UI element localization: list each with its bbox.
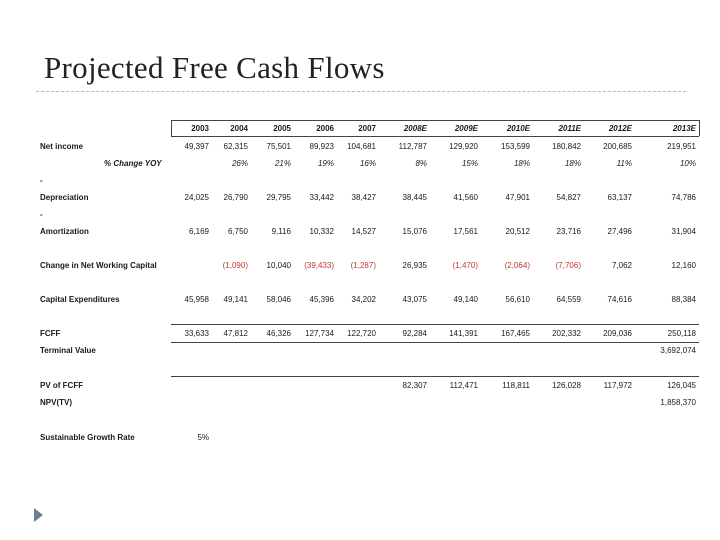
row-label-terminal-value: Terminal Value xyxy=(40,346,96,355)
cell-value: 19% xyxy=(317,159,334,168)
cell-value: 16% xyxy=(359,159,376,168)
cell-value: 118,811 xyxy=(502,381,530,390)
slide-title: Projected Free Cash Flows xyxy=(44,50,385,85)
cell-value: 29,795 xyxy=(266,193,291,202)
cell-value: 21% xyxy=(274,159,291,168)
year-header: 2006 xyxy=(316,124,334,133)
cell-value: 209,036 xyxy=(603,329,632,338)
cell-value: 34,202 xyxy=(351,295,376,304)
header-right-border xyxy=(699,120,700,136)
row-label-npv: NPV(TV) xyxy=(40,398,72,407)
cell-value: 15% xyxy=(461,159,478,168)
cell-value: 45,396 xyxy=(309,295,334,304)
cell-value: 47,812 xyxy=(223,329,248,338)
cell-value: 9,116 xyxy=(271,227,291,236)
bullet-triangle-icon xyxy=(34,508,43,522)
year-header: 2012E xyxy=(608,124,632,133)
header-top-border xyxy=(171,120,699,121)
cell-value: 38,445 xyxy=(402,193,427,202)
cell-value: 126,045 xyxy=(667,381,696,390)
cell-value: 54,827 xyxy=(556,193,581,202)
header-bottom-border xyxy=(171,136,699,137)
cell-value: 23,716 xyxy=(556,227,581,236)
year-header: 2010E xyxy=(506,124,530,133)
cell-value: 88,384 xyxy=(671,295,696,304)
cell-value: 74,616 xyxy=(607,295,632,304)
cell-value: 167,465 xyxy=(501,329,530,338)
cell-value: 18% xyxy=(513,159,530,168)
cell-value: 58,046 xyxy=(266,295,291,304)
cell-value: 10,040 xyxy=(266,261,291,270)
cell-value: 64,559 xyxy=(556,295,581,304)
cell-value: 62,315 xyxy=(223,142,248,151)
cell-value: 49,397 xyxy=(184,142,209,151)
cell-value: 45,958 xyxy=(184,295,209,304)
dash-marker: - xyxy=(40,210,43,219)
row-label-fcff: FCFF xyxy=(40,329,61,338)
cell-value: 10,332 xyxy=(309,227,334,236)
row-label-nwc: Change in Net Working Capital xyxy=(40,261,157,270)
cell-value: 202,332 xyxy=(552,329,581,338)
row-label-net-income: Net income xyxy=(40,142,84,151)
cell-value: 33,633 xyxy=(184,329,209,338)
cell-value: 89,923 xyxy=(309,142,334,151)
row-label-pct-change: % Change YOY xyxy=(104,159,162,168)
cell-value: 122,720 xyxy=(347,329,376,338)
cell-value: 250,118 xyxy=(667,329,696,338)
cell-value: 10% xyxy=(679,159,696,168)
cell-value: 26% xyxy=(231,159,248,168)
cell-value: 24,025 xyxy=(184,193,209,202)
cell-value: (1,090) xyxy=(222,261,248,270)
cell-value: (39,433) xyxy=(304,261,334,270)
cell-value: 129,920 xyxy=(449,142,478,151)
cell-value: 20,512 xyxy=(505,227,530,236)
cell-value: (7,706) xyxy=(555,261,581,270)
terminal-value: 3,692,074 xyxy=(660,346,696,355)
cell-value: 6,750 xyxy=(227,227,248,236)
dash-marker: - xyxy=(40,176,43,185)
cell-value: 153,599 xyxy=(501,142,530,151)
cell-value: 8% xyxy=(415,159,427,168)
cell-value: 11% xyxy=(616,159,632,168)
npv-value: 1,858,370 xyxy=(660,398,696,407)
year-header: 2013E xyxy=(672,124,696,133)
cell-value: 6,169 xyxy=(188,227,209,236)
cell-value: 127,734 xyxy=(305,329,334,338)
year-header: 2011E xyxy=(558,124,581,133)
cell-value: 7,062 xyxy=(611,261,632,270)
cell-value: 75,501 xyxy=(266,142,291,151)
cell-value: 47,901 xyxy=(505,193,530,202)
cell-value: 63,137 xyxy=(607,193,632,202)
cell-value: 31,904 xyxy=(671,227,696,236)
cell-value: 74,786 xyxy=(671,193,696,202)
cell-value: (1,287) xyxy=(350,261,376,270)
cell-value: 33,442 xyxy=(309,193,334,202)
cell-value: 112,787 xyxy=(398,142,427,151)
cell-value: 82,307 xyxy=(402,381,427,390)
row-label-capex: Capital Expenditures xyxy=(40,295,120,304)
cell-value: 26,790 xyxy=(223,193,248,202)
cell-value: 104,681 xyxy=(347,142,376,151)
cell-value: 41,560 xyxy=(453,193,478,202)
cell-value: 49,141 xyxy=(223,295,248,304)
cell-value: 92,284 xyxy=(402,329,427,338)
cell-value: 219,951 xyxy=(667,142,696,151)
cell-value: 117,972 xyxy=(603,381,632,390)
year-header: 2004 xyxy=(230,124,248,133)
growth-rate-value: 5% xyxy=(197,433,209,442)
cell-value: 27,496 xyxy=(607,227,632,236)
year-header: 2003 xyxy=(191,124,209,133)
year-header: 2005 xyxy=(273,124,291,133)
cell-value: 17,561 xyxy=(453,227,478,236)
cell-value: 15,076 xyxy=(402,227,427,236)
cell-value: 200,685 xyxy=(603,142,632,151)
cell-value: (1,470) xyxy=(452,261,478,270)
cell-value: 112,471 xyxy=(449,381,478,390)
row-label-depreciation: Depreciation xyxy=(40,193,89,202)
cell-value: 43,075 xyxy=(402,295,427,304)
fcff-bottom-border xyxy=(171,342,699,343)
fcff-top-border xyxy=(171,324,699,325)
cell-value: 14,527 xyxy=(351,227,376,236)
year-header: 2008E xyxy=(403,124,427,133)
cell-value: (2,064) xyxy=(504,261,530,270)
cell-value: 49,140 xyxy=(453,295,478,304)
cell-value: 56,610 xyxy=(505,295,530,304)
cell-value: 38,427 xyxy=(351,193,376,202)
cell-value: 26,935 xyxy=(402,261,427,270)
pv-top-border xyxy=(171,376,699,377)
cell-value: 46,326 xyxy=(266,329,291,338)
row-label-amortization: Amortization xyxy=(40,227,89,236)
cell-value: 126,028 xyxy=(552,381,581,390)
cell-value: 141,391 xyxy=(449,329,478,338)
year-header: 2009E xyxy=(454,124,478,133)
cell-value: 180,842 xyxy=(552,142,581,151)
year-header: 2007 xyxy=(358,124,376,133)
row-label-growth-rate: Sustainable Growth Rate xyxy=(40,433,135,442)
row-label-pv-fcff: PV of FCFF xyxy=(40,381,84,390)
cell-value: 12,160 xyxy=(671,261,696,270)
cell-value: 18% xyxy=(564,159,581,168)
